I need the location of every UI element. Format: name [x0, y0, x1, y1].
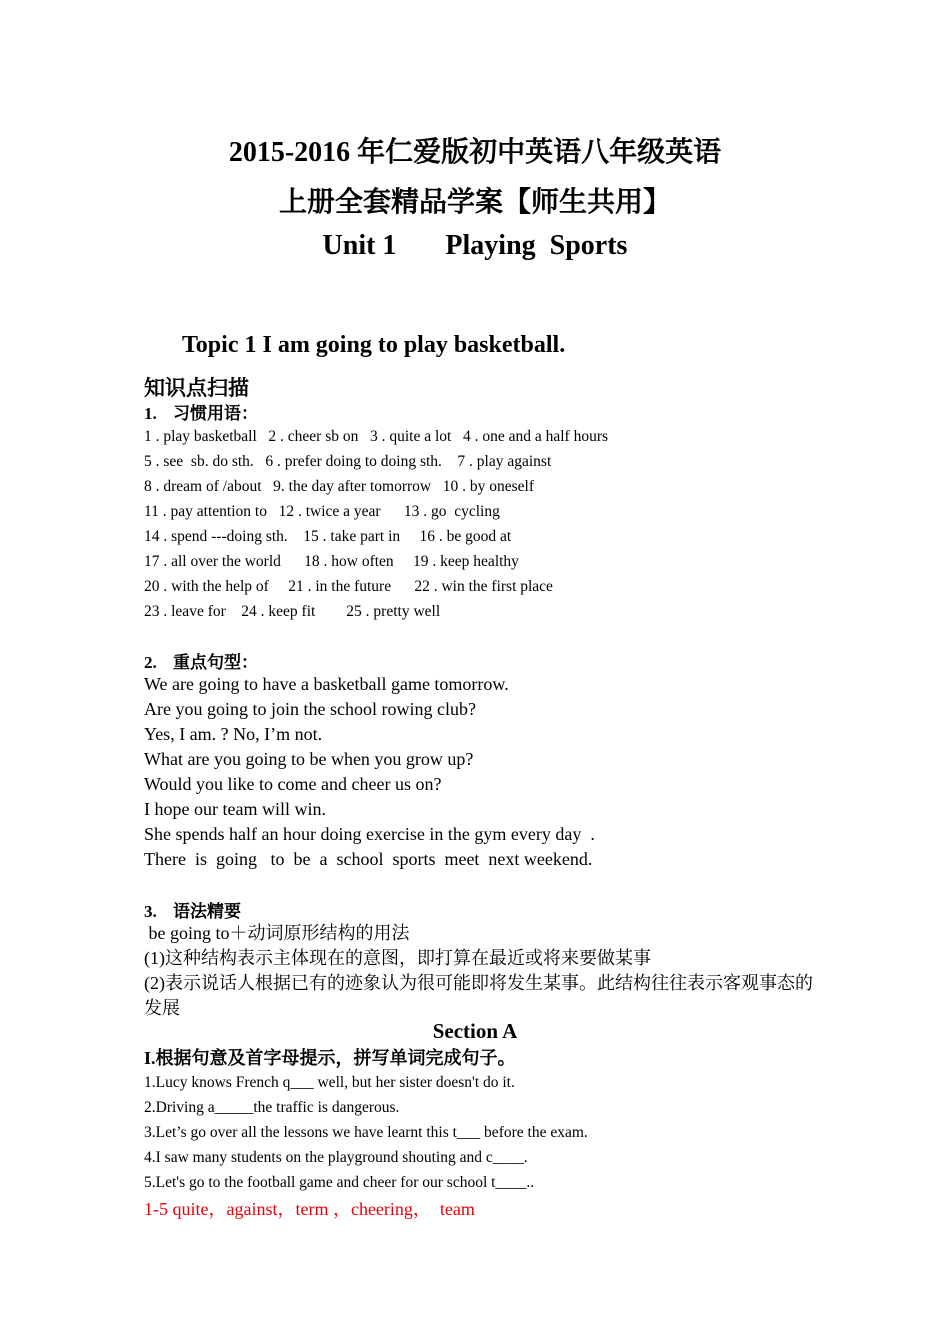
- key-sentence: Would you like to come and cheer us on?: [144, 774, 442, 794]
- part2-label: 重点句型：: [173, 653, 258, 672]
- phrase-line: 23 . leave for 24 . keep fit 25 . pretty well: [144, 603, 441, 620]
- key-sentence: There is going to be a school sports meet next weekend.: [144, 849, 593, 869]
- part3-label: 语法精要: [173, 902, 241, 921]
- phrase-line: 20 . with the help of 21 . in the future 22 . win the first place: [144, 578, 553, 595]
- unit-title: Unit 1 Playing Sports: [322, 230, 628, 261]
- part3-heading: [144, 897, 241, 922]
- part1-heading: [144, 399, 258, 424]
- grammar-line: (2)表示说话人根据已有的迹象认为很可能即将发生某事。此结构往往表示客观事态的发展: [144, 973, 813, 1018]
- exercise-heading: I.根据句意及首字母提示，拼写单词完成句子。: [144, 1048, 516, 1068]
- key-sentence: We are going to have a basketball game tomorrow.: [144, 674, 509, 694]
- document-title-line-1: 2015-2016 年仁爱版初中英语八年级英语: [228, 137, 722, 168]
- phrase-line: 17 . all over the world 18 . how often 19 . keep healthy: [144, 553, 519, 570]
- key-sentence: Are you going to join the school rowing club?: [144, 699, 476, 719]
- key-sentence: What are you going to be when you grow up?: [144, 749, 474, 769]
- exercise-question: 1.Lucy knows French q___ well, but her sister doesn't do it.: [144, 1074, 515, 1091]
- section-title: Section A: [432, 1019, 518, 1043]
- grammar-line: be going to＋动词原形结构的用法: [144, 923, 410, 943]
- part2-number: 2.: [144, 653, 157, 672]
- exercise-question: 4.I saw many students on the playground shouting and c____.: [144, 1149, 528, 1166]
- key-sentence: I hope our team will win.: [144, 799, 326, 819]
- key-sentence-list: [144, 672, 595, 872]
- phrase-line: 14 . spend ---doing sth. 15 . take part in 16 . be good at: [144, 528, 512, 545]
- key-sentence: She spends half an hour doing exercise in the gym every day .: [144, 824, 595, 844]
- document-title-line-2: 上册全套精品学案【师生共用】: [278, 187, 671, 218]
- key-sentence: Yes, I am. ? No, I’m not.: [144, 724, 323, 744]
- grammar-line: (1)这种结构表示主体现在的意图，即打算在最近或将来要做某事: [144, 948, 651, 968]
- phrase-list: [144, 424, 608, 624]
- answer-key: 1-5 quite，against，term ，cheering， team: [144, 1199, 475, 1219]
- grammar-notes: [144, 921, 824, 1021]
- phrase-line: 1 . play basketball 2 . cheer sb on 3 . quite a lot 4 . one and a half hours: [144, 428, 609, 445]
- exercise-question: 2.Driving a_____the traffic is dangerous.: [144, 1099, 400, 1116]
- exercise-question-list: [144, 1070, 588, 1195]
- knowledge-scan-heading: 知识点扫描: [144, 376, 249, 400]
- phrase-line: 8 . dream of /about 9. the day after tomorrow 10 . by oneself: [144, 478, 534, 495]
- part1-label: 习惯用语：: [173, 404, 258, 423]
- topic-title: Topic 1 I am going to play basketball.: [182, 332, 566, 358]
- exercise-question: 5.Let's go to the football game and cheer for our school t____..: [144, 1174, 535, 1191]
- part3-number: 3.: [144, 902, 157, 921]
- exercise-question: 3.Let’s go over all the lessons we have learnt this t___ before the exam.: [144, 1124, 588, 1141]
- phrase-line: 11 . pay attention to 12 . twice a year 13 . go cycling: [144, 503, 500, 520]
- phrase-line: 5 . see sb. do sth. 6 . prefer doing to doing sth. 7 . play against: [144, 453, 552, 470]
- part2-heading: [144, 648, 258, 673]
- part1-number: 1.: [144, 404, 157, 423]
